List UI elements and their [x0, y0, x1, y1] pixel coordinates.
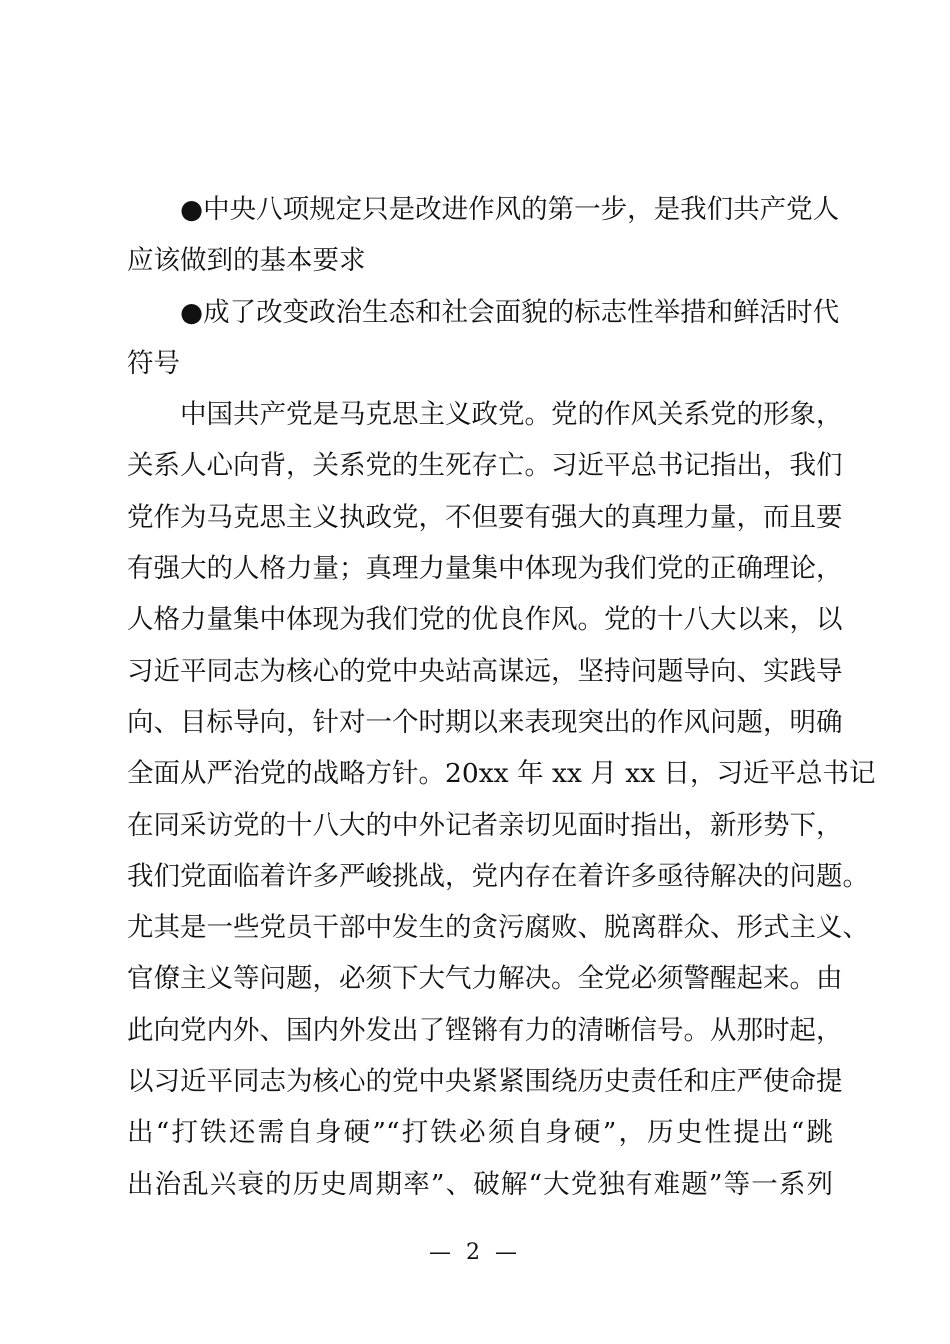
- paragraph-line: 此向党内外、国内外发出了铿锵有力的清晰信号。从那时起，: [127, 1014, 843, 1046]
- bullet-2-line-1: ●成了改变政治生态和社会面貌的标志性举措和鲜活时代: [180, 296, 840, 328]
- bullet-1-line-2: 应该做到的基本要求: [127, 245, 366, 277]
- paragraph-line: 党作为马克思主义执政党，不但要有强大的真理力量，而且要: [127, 501, 843, 533]
- paragraph-line: 有强大的人格力量；真理力量集中体现为我们党的正确理论，: [127, 553, 843, 585]
- paragraph-line: 全面从严治党的战略方针。20xx 年 xx 月 xx 日，习近平总书记: [127, 758, 876, 790]
- bullet-1-line-1: ●中央八项规定只是改进作风的第一步，是我们共产党人: [180, 194, 840, 225]
- paragraph-line: 尤其是一些党员干部中发生的贪污腐败、脱离群众、形式主义、: [127, 912, 869, 944]
- bullet-2-line-2: 符号: [127, 347, 180, 379]
- paragraph-line: 出“打铁还需自身硬”“打铁必须自身硬”，历史性提出“跳: [127, 1117, 833, 1149]
- paragraph-line: 以习近平同志为核心的党中央紧紧围绕历史责任和庄严使命提: [127, 1066, 843, 1098]
- paragraph-line: 在同采访党的十八大的中外记者亲切见面时指出，新形势下，: [127, 809, 843, 841]
- paragraph-line: 向、目标导向，针对一个时期以来表现突出的作风问题，明确: [127, 706, 843, 738]
- paragraph-line: 出治乱兴衰的历史周期率”、破解“大党独有难题”等一系列: [127, 1168, 833, 1200]
- paragraph-line: 关系人心向背，关系党的生死存亡。习近平总书记指出，我们: [127, 450, 843, 482]
- paragraph-line: 我们党面临着许多严峻挑战，党内存在着许多亟待解决的问题。: [127, 860, 869, 892]
- paragraph-line: 习近平同志为核心的党中央站高谋远，坚持问题导向、实践导: [127, 655, 843, 687]
- paragraph-line: 人格力量集中体现为我们党的优良作风。党的十八大以来，以: [127, 604, 843, 636]
- document-body: [127, 184, 876, 1210]
- paragraph-line: 官僚主义等问题，必须下大气力解决。全党必须警醒起来。由: [127, 963, 843, 995]
- page-number: — 2 —: [429, 1240, 521, 1265]
- paragraph-line: 中国共产党是马克思主义政党。党的作风关系党的形象，: [180, 399, 843, 431]
